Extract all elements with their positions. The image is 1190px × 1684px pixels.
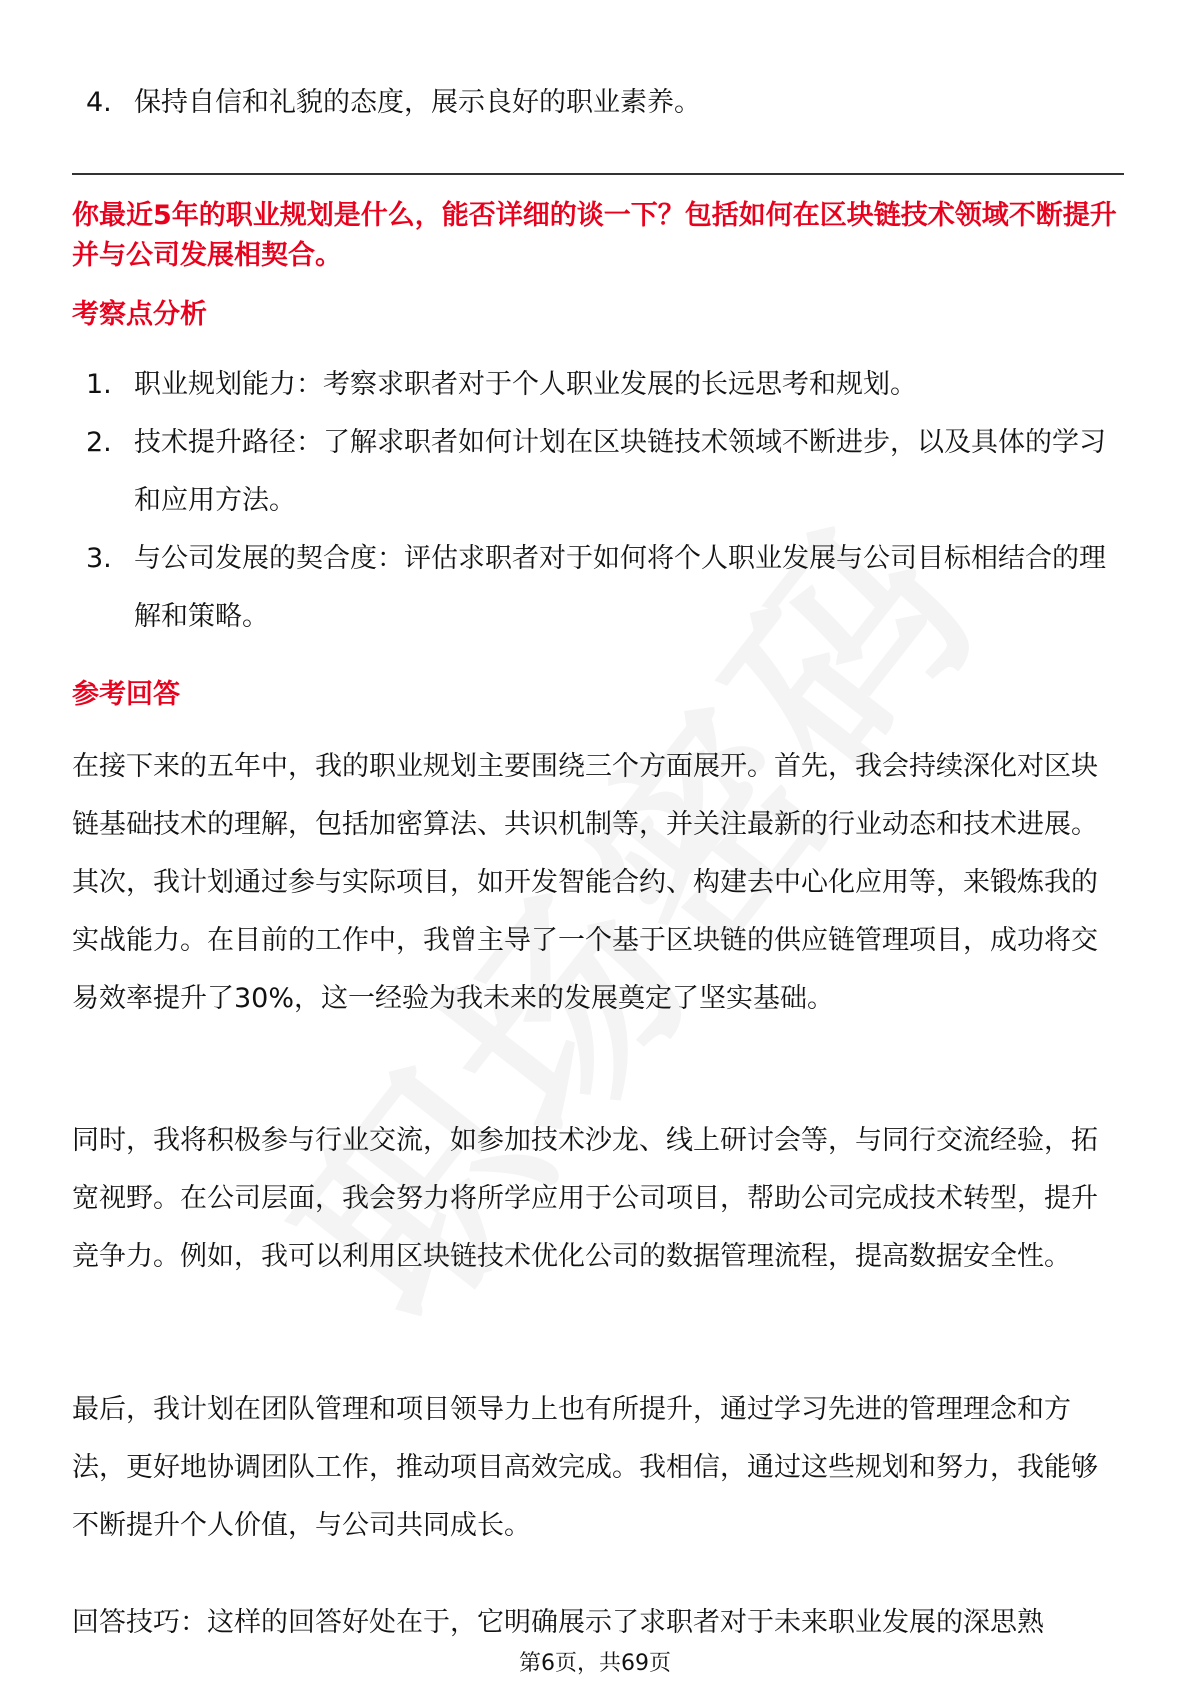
list-item-number: 4. — [86, 87, 112, 118]
question-title: 你最近5年的职业规划是什么，能否详细的谈一下？包括如何在区块链技术领域不断提升并与公司发展相契合。 — [72, 200, 1117, 271]
list-item-number: 2. — [86, 427, 112, 458]
page-number-footer: 第6页，共69页 — [519, 1651, 671, 1676]
list-item-number: 3. — [86, 543, 112, 574]
list-item-text: 技术提升路径：了解求职者如何计划在区块链技术领域不断进步，以及具体的学习和应用方法。 — [134, 427, 1106, 516]
list-item-text: 保持自信和礼貌的态度，展示良好的职业素养。 — [134, 87, 701, 118]
previous-list — [72, 74, 1122, 132]
list-item — [72, 356, 1122, 414]
analysis-heading: 考察点分析 — [72, 299, 207, 330]
list-item-text: 职业规划能力：考察求职者对于个人职业发展的长远思考和规划。 — [134, 369, 917, 400]
answer-heading: 参考回答 — [72, 679, 180, 710]
answer-paragraph: 同时，我将积极参与行业交流，如参加技术沙龙、线上研讨会等，与同行交流经验，拓宽视野。在公司层面，我会努力将所学应用于公司项目，帮助公司完成技术转型，提升竞争力。例如，我可以利用区块链技术优化公司的数据管理流程，提高数据安全性。 — [72, 1125, 1098, 1272]
list-item — [72, 74, 1122, 132]
answer-paragraph: 最后，我计划在团队管理和项目领导力上也有所提升，通过学习先进的管理理念和方法，更好地协调团队工作，推动项目高效完成。我相信，通过这些规划和努力，我能够不断提升个人价值，与公司共同成长。 — [72, 1394, 1098, 1541]
answer-paragraph: 在接下来的五年中，我的职业规划主要围绕三个方面展开。首先，我会持续深化对区块链基础技术的理解，包括加密算法、共识机制等，并关注最新的行业动态和技术进展。其次，我计划通过参与实际项目，如开发智能合约、构建去中心化应用等，来锻炼我的实战能力。在目前的工作中，我曾主导了一个基于区块链的供应链管理项目，成功将交易效率提升了30%，这一经验为我未来的发展奠定了坚实基础。 — [72, 751, 1098, 1014]
list-item-text: 与公司发展的契合度：评估求职者对于如何将个人职业发展与公司目标相结合的理解和策略。 — [134, 543, 1106, 632]
section-divider — [72, 173, 1124, 175]
answer-tips-paragraph: 回答技巧：这样的回答好处在于，它明确展示了求职者对于未来职业发展的深思熟 — [72, 1607, 1044, 1638]
list-item — [72, 530, 1122, 646]
analysis-list — [72, 356, 1122, 646]
list-item-number: 1. — [86, 369, 112, 400]
list-item — [72, 414, 1122, 530]
